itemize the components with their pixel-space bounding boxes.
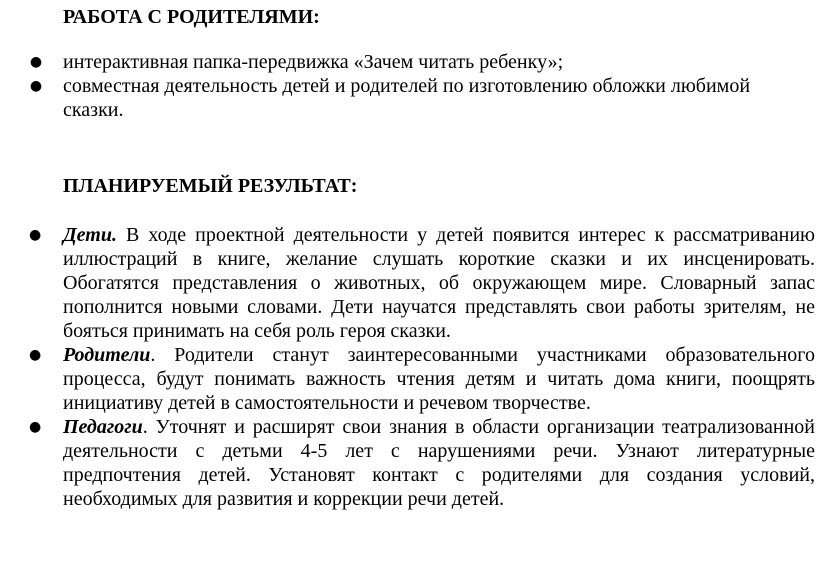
- parents-work-list: [0, 50, 815, 122]
- list-item-text: . Уточнят и расширят свои знания в области организации театрализованной деятельности с детьми 4-5 лет с нарушениями речи. Узнают литературные предпочтения детей. Установят контакт с родителями для создания условий, необходимых для развития и коррекции речи детей.: [63, 416, 815, 510]
- planned-result-list: [0, 223, 815, 511]
- list-item-text: В ходе проектной деятельности у детей появится интерес к рассматриванию иллюстраций в книге, желание слушать короткие сказки и их инсценировать. Обогатятся представления о животных, об окружающем мире. Словарный запас пополнится новыми словами. Дети научатся представлять свои работы зрителям, не бояться принимать на себя роль героя сказки.: [63, 224, 815, 342]
- list-item: [0, 74, 815, 122]
- section-title-planned-result: ПЛАНИРУЕМЫЙ РЕЗУЛЬТАТ:: [63, 175, 358, 197]
- bullet-icon: ●: [29, 54, 43, 70]
- bullet-icon: ●: [29, 347, 42, 363]
- list-item-text: интерактивная папка-передвижка «Зачем читать ребенку»;: [63, 51, 564, 73]
- list-item-lead: Родители: [63, 344, 151, 366]
- list-item-lead: Дети.: [63, 224, 117, 246]
- list-item-text: . Родители станут заинтересованными участниками образовательного процесса, будут понимать важность чтения детям и читать дома книги, поощрять инициативу детей в самостоятельности и речевом творчестве.: [63, 344, 815, 414]
- section-title-parents-work: РАБОТА С РОДИТЕЛЯМИ:: [63, 6, 320, 28]
- list-item-lead: Педагоги: [63, 416, 143, 438]
- bullet-icon: ●: [29, 419, 42, 435]
- list-item-text: совместная деятельность детей и родителей по изготовлению обложки любимой сказки.: [63, 75, 751, 121]
- list-item-children: [0, 223, 815, 343]
- bullet-icon: ●: [29, 227, 42, 243]
- bullet-icon: ●: [29, 78, 43, 94]
- list-item-parents: [0, 343, 815, 415]
- list-item-teachers: [0, 415, 815, 511]
- list-item: [0, 50, 815, 74]
